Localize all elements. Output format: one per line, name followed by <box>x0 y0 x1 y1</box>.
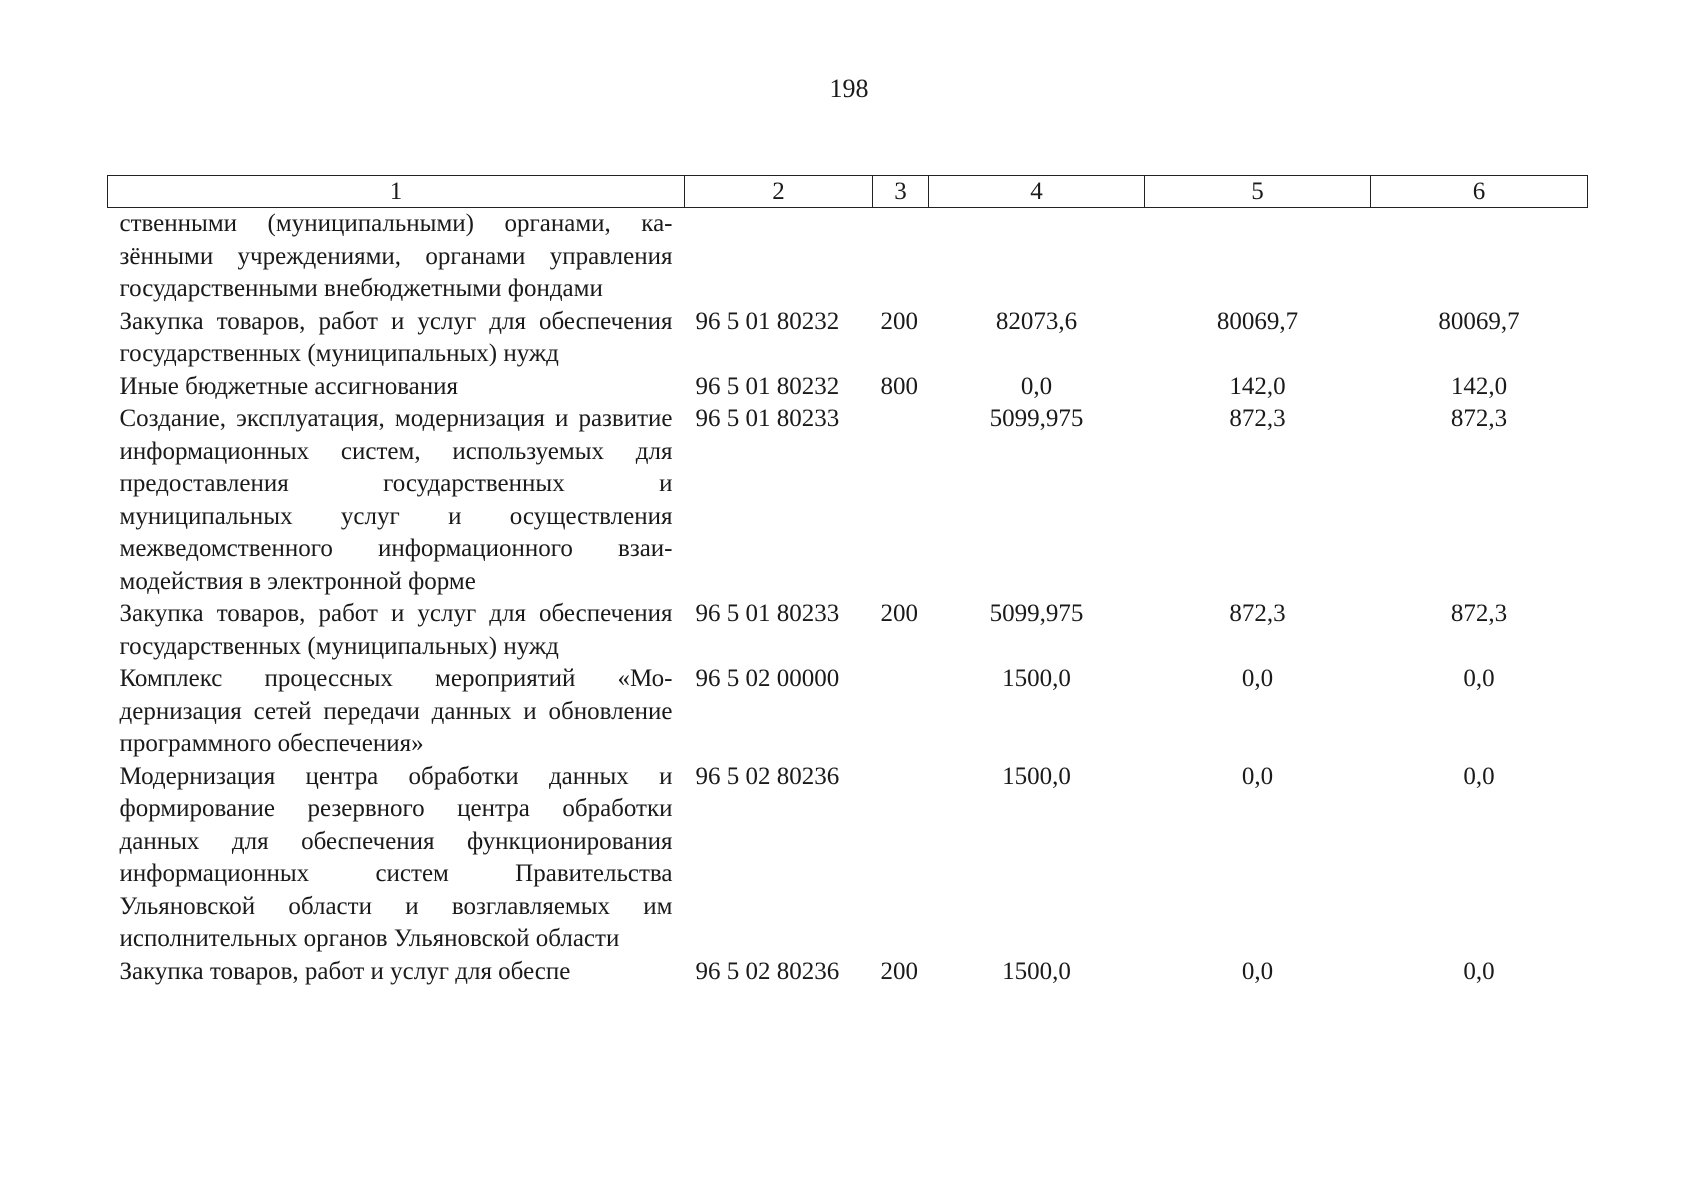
row-value-col4: 1500,0 <box>1002 665 1071 692</box>
table-row <box>108 956 1588 989</box>
table-row <box>108 403 1588 598</box>
row-value-col6: 872,3 <box>1450 600 1508 627</box>
row-expense-type: 200 <box>880 307 918 335</box>
row-name: Закупка товаров, работ и услуг для обеспечения государственных (муниципальных) нужд <box>119 307 673 367</box>
header-row <box>108 176 1588 208</box>
page-number: 198 <box>829 74 869 103</box>
row-value-col4: 1500,0 <box>1002 762 1071 790</box>
header-col-1: 1 <box>108 176 685 208</box>
row-value-col4: 0,0 <box>1020 372 1053 400</box>
row-expense-type <box>873 663 929 761</box>
row-name: Закупка товаров, работ и услуг для обеспечения государственных (муниципальных) нужд <box>119 600 673 660</box>
row-value-col5: 0,0 <box>1241 665 1274 692</box>
table-row <box>108 598 1588 663</box>
table-row <box>108 761 1588 956</box>
row-code: 96 5 02 80236 <box>695 957 840 985</box>
row-value-col5: 0,0 <box>1241 762 1274 790</box>
row-code: 96 5 01 80233 <box>695 600 840 627</box>
row-value-col5: 142,0 <box>1229 372 1286 400</box>
row-code: 96 5 01 80232 <box>695 307 840 335</box>
row-code: 96 5 01 80233 <box>695 405 840 432</box>
row-expense-type <box>873 403 929 598</box>
row-code: 96 5 01 80232 <box>695 372 840 400</box>
row-expense-type: 800 <box>880 372 918 400</box>
header-col-2: 2 <box>685 176 873 208</box>
table-row <box>108 208 1588 306</box>
row-value-col6: 0,0 <box>1463 957 1495 985</box>
header-col-5: 5 <box>1145 176 1371 208</box>
row-value-col4: 82073,6 <box>995 307 1078 335</box>
row-value-col5: 80069,7 <box>1216 307 1299 335</box>
row-name: Модернизация центра обработки данных и формирование резервного центра обработки данных для обеспечения функционирования информационных систем Правительства Ульяновской области и возглавляемых им исполнительных органов Ульяновской области <box>119 762 673 952</box>
row-value-col4: 1500,0 <box>1002 957 1071 985</box>
table-row <box>108 663 1588 761</box>
header-col-3: 3 <box>873 176 929 208</box>
row-expense-type <box>873 208 929 306</box>
table-header <box>108 176 1588 208</box>
row-value-col5 <box>1145 208 1371 306</box>
row-value-col6: 0,0 <box>1463 762 1495 790</box>
budget-table <box>107 175 1588 988</box>
row-value-col4: 5099,975 <box>989 405 1084 432</box>
row-value-col6 <box>1371 208 1588 306</box>
row-expense-type <box>873 761 929 956</box>
row-code: 96 5 02 00000 <box>695 665 840 692</box>
row-name: ственными (муниципальными) органами, казёнными учреждениями, органами управления государственными внебюджетными фондами <box>119 210 673 302</box>
row-code <box>685 208 873 306</box>
table-body <box>108 208 1588 989</box>
header-col-4: 4 <box>929 176 1145 208</box>
row-value-col6: 142,0 <box>1450 372 1508 400</box>
row-expense-type: 200 <box>880 600 918 627</box>
row-expense-type: 200 <box>880 957 918 985</box>
row-name: Иные бюджетные ассигнования <box>119 372 459 400</box>
row-value-col4 <box>929 208 1145 306</box>
row-value-col5: 872,3 <box>1229 600 1286 627</box>
header-col-6: 6 <box>1371 176 1588 208</box>
row-code: 96 5 02 80236 <box>695 762 840 790</box>
row-name: Комплекс процессных мероприятий «Модернизация сетей передачи данных и обновление программного обеспечения» <box>119 665 673 757</box>
row-value-col6: 0,0 <box>1463 665 1495 692</box>
row-name: Создание, эксплуатация, модернизация и развитие информационных систем, используемых для предоставления государственных и муниципальных услуг и осуществления межведомственного информационного взаимодействия в электронной форме <box>119 405 673 595</box>
row-value-col5: 872,3 <box>1229 405 1286 432</box>
row-value-col6: 872,3 <box>1450 405 1508 432</box>
table-row <box>108 371 1588 404</box>
row-name: Закупка товаров, работ и услуг для обеспе <box>119 957 571 985</box>
row-value-col4: 5099,975 <box>989 600 1084 627</box>
row-value-col6: 80069,7 <box>1438 307 1520 335</box>
table-row <box>108 306 1588 371</box>
row-value-col5: 0,0 <box>1241 957 1274 985</box>
